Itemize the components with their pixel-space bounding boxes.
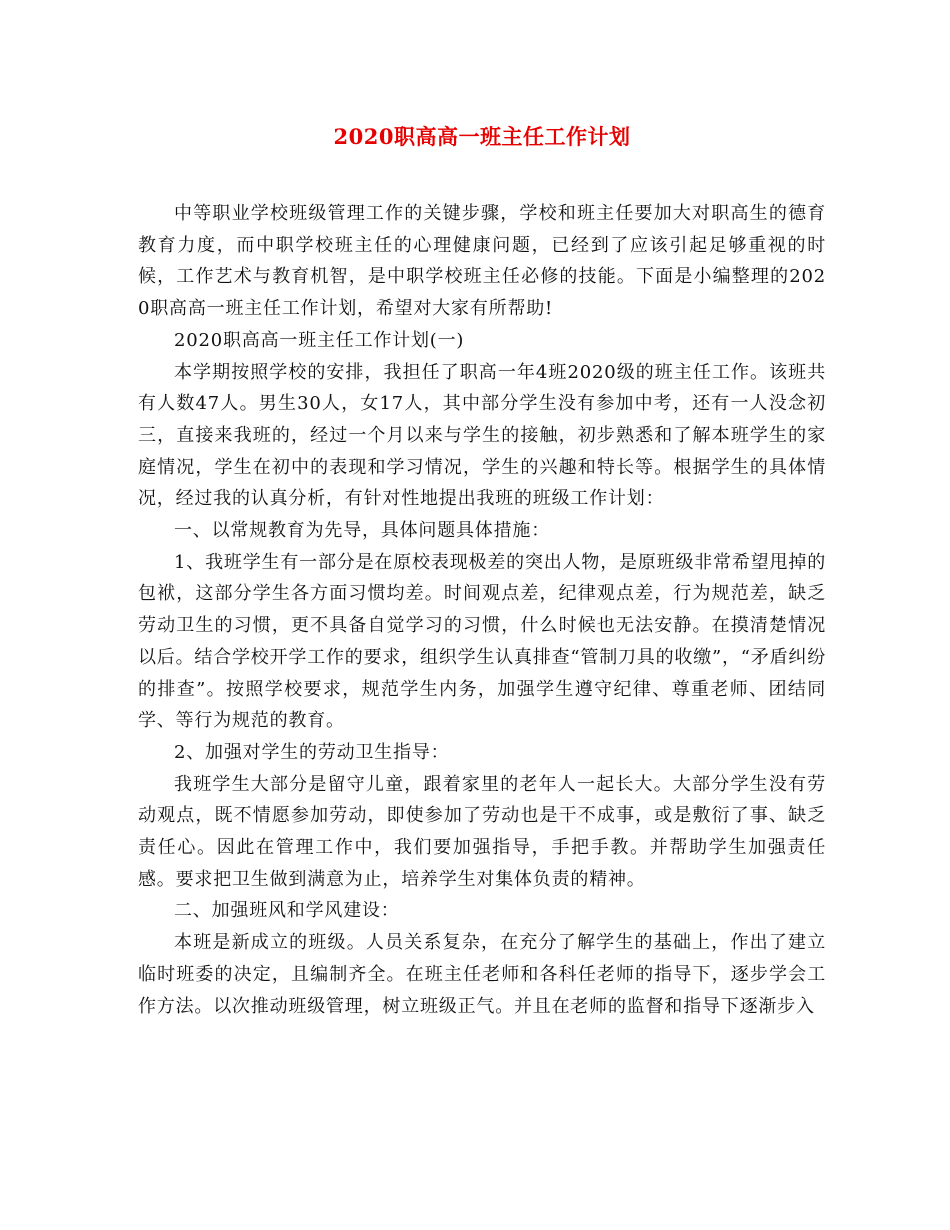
class-committee-paragraph: 本班是新成立的班级。人员关系复杂，在充分了解学生的基础上，作出了建立临时班委的决定，且编制齐全。在班主任老师和各科任老师的指导下，逐步学会工作方法。以次推动班级管理，树立班级正气。并且在老师的监督和指导下逐渐步入 — [138, 932, 826, 1017]
document-body — [138, 198, 826, 1022]
labor-hygiene-paragraph: 我班学生大部分是留守儿童，跟着家里的老年人一起长大。大部分学生没有劳动观点，既不情愿参加劳动，即使参加了劳动也是干不成事，或是敷衍了事、缺乏责任心。因此在管理工作中，我们要加强指导，手把手教。并帮助学生加强责任感。要求把卫生做到满意为止，培养学生对集体负责的精神。 — [138, 773, 826, 890]
section-heading-routine-education: 一、以常规教育为先导，具体问题具体措施： — [174, 520, 550, 542]
intro-paragraph: 中等职业学校班级管理工作的关键步骤，学校和班主任要加大对职高生的德育教育力度，而中职学校班主任的心理健康问题，已经到了应该引起足够重视的时候，工作艺术与教育机智，是中职学校班主任必修的技能。下面是小编整理的2020职高高一班主任工作计划，希望对大家有所帮助! — [138, 203, 826, 320]
item-2-heading: 2、加强对学生的劳动卫生指导： — [174, 741, 450, 763]
item-1-paragraph: 1、我班学生有一部分是在原校表现极差的突出人物，是原班级非常希望甩掉的包袱，这部分学生各方面习惯均差。时间观点差，纪律观点差，行为规范差，缺乏劳动卫生的习惯，更不具备自觉学习的习惯，什么时候也无法安静。在摸清楚情况以后。结合学校开学工作的要求，组织学生认真排查“管制刀具的收缴”，“矛盾纠纷的排查”。按照学校要求，规范学生内务，加强学生遵守纪律、尊重老师、团结同学、等行为规范的教育。 — [138, 551, 827, 732]
class-overview-paragraph: 本学期按照学校的安排，我担任了职高一年4班2020级的班主任工作。该班共有人数47人。男生30人，女17人，其中部分学生没有参加中考，还有一人没念初三，直接来我班的，经过一个月以来与学生的接触，初步熟悉和了解本班学生的家庭情况，学生在初中的表现和学习情况，学生的兴趣和特长等。根据学生的具体情况，经过我的认真分析，有针对性地提出我班的班级工作计划： — [138, 361, 826, 510]
section-heading-class-style: 二、加强班风和学风建设： — [174, 900, 400, 922]
document-title: 2020职高高一班主任工作计划 — [333, 124, 631, 149]
section-heading-plan-one: 2020职高高一班主任工作计划(一) — [174, 329, 465, 351]
